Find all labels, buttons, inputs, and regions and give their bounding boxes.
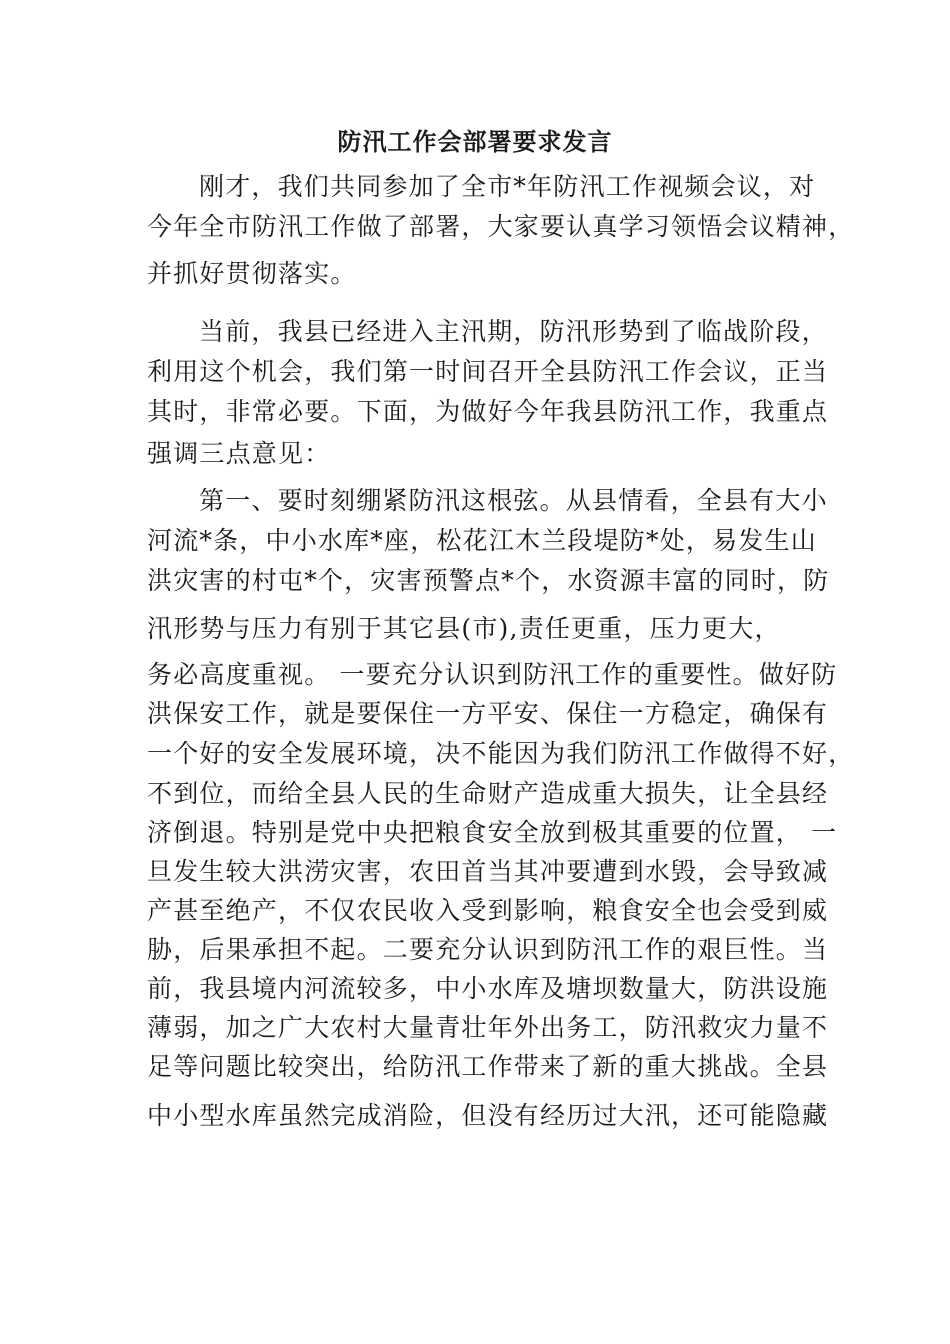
text-line: 一个好的安全发展环境，决不能因为我们防汛工作做得不好， xyxy=(147,739,855,768)
text-line: 洪保安工作，就是要保住一方平安、保住一方稳定，确保有 xyxy=(147,699,829,728)
text-line: 河流*条，中小水库*座，松花江木兰段堤防*处，易发生山 xyxy=(147,526,817,555)
text-line: 务必高度重视。 一要充分认识到防汛工作的重要性。做好防 xyxy=(147,660,838,689)
document-title: 防汛工作会部署要求发言 xyxy=(337,127,613,156)
text-line: 产甚至绝产，不仅农民收入受到影响，粮食安全也会受到威 xyxy=(147,896,829,925)
text-line: 足等问题比较突出，给防汛工作带来了新的重大挑战。全县 xyxy=(147,1052,829,1081)
text-line: 并抓好贯彻落实。 xyxy=(147,259,357,288)
text-line: 利用这个机会，我们第一时间召开全县防汛工作会议，正当 xyxy=(147,357,829,386)
text-line: 强调三点意见： xyxy=(147,439,331,468)
text-line: 其时，非常必要。下面，为做好今年我县防汛工作，我重点 xyxy=(147,397,829,426)
text-line: 汛形势与压力有别于其它县(市),责任更重，压力更大， xyxy=(147,614,781,643)
text-line: 旦发生较大洪涝灾害，农田首当其冲要遭到水毁，会导致减 xyxy=(147,857,829,886)
text-line: 第一、要时刻绷紧防汛这根弦。从县情看，全县有大小 xyxy=(199,486,828,515)
text-line: 不到位，而给全县人民的生命财产造成重大损失，让全县经 xyxy=(147,779,829,808)
text-line: 胁，后果承担不起。二要充分认识到防汛工作的艰巨性。当 xyxy=(147,935,829,964)
text-line: 当前，我县已经进入主汛期，防汛形势到了临战阶段， xyxy=(199,317,828,346)
text-line: 刚才，我们共同参加了全市*年防汛工作视频会议，对 xyxy=(199,172,816,201)
text-line: 薄弱，加之广大农村大量青壮年外出务工，防汛救灾力量不 xyxy=(147,1013,829,1042)
text-line: 济倒退。特别是党中央把粮食安全放到极其重要的位置， 一 xyxy=(147,818,838,847)
text-line: 洪灾害的村屯*个，灾害预警点*个，水资源丰富的同时，防 xyxy=(147,566,830,595)
text-line: 今年全市防汛工作做了部署，大家要认真学习领悟会议精神， xyxy=(147,212,855,241)
text-line: 中小型水库虽然完成消险，但没有经历过大汛，还可能隐藏 xyxy=(147,1101,829,1130)
text-line: 前，我县境内河流较多，中小水库及塘坝数量大，防洪设施 xyxy=(147,974,829,1003)
